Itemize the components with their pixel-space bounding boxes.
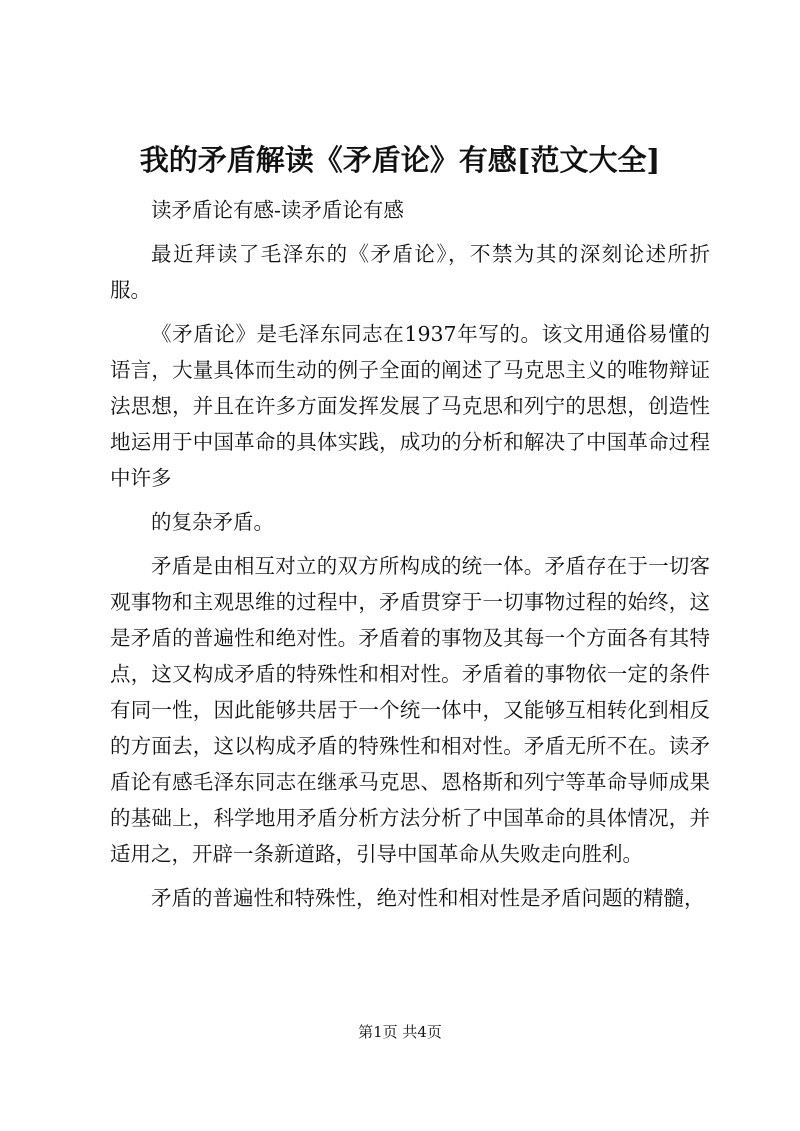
- paragraph-essence: 矛盾的普遍性和特殊性，绝对性和相对性是矛盾问题的精髓，: [151, 886, 705, 910]
- page-number: 第1页 共4页: [358, 1023, 442, 1041]
- paragraph-contradiction: 矛盾是由相互对立的双方所构成的统一体。矛盾存在于一切客观事物和主观思维的过程中，矛盾贯穿于一切事物过程的始终，这是矛盾的普遍性和绝对性。矛盾着的事物及其每一个方面各有其特点，这又构成矛盾的特殊性和相对性。矛盾着的事物依一定的条件有同一性，因此能够共居于一个统一体中，又能够互相转化到相反的方面去，这以构成矛盾的特殊性和相对性。矛盾无所不在。读矛盾论有感毛泽东同志在继承马克思、恩格斯和列宁等革命导师成果的基础上，科学地用矛盾分析方法分析了中国革命的具体情况，并适用之，开辟一条新道路，引导中国革命从失败走向胜利。: [110, 554, 710, 866]
- paragraph-continuation: 的复杂矛盾。: [151, 510, 274, 534]
- paragraph-background: 《矛盾论》是毛泽东同志在1937年写的。该文用通俗易懂的语言，大量具体而生动的例子全面的阐述了马克思主义的唯物辩证法思想，并且在许多方面发挥发展了马克思和列宁的思想，创造性地运用于中国革命的具体实践，成功的分析和解决了中国革命过程中许多: [110, 322, 710, 490]
- paragraph-subtitle: 读矛盾论有感-读矛盾论有感: [151, 198, 404, 222]
- document-body: [110, 192, 710, 924]
- document-title: 我的矛盾解读《矛盾论》有感[范文大全]: [139, 143, 661, 177]
- paragraph-intro: 最近拜读了毛泽东的《矛盾论》，不禁为其的深刻论述所折服。: [110, 242, 710, 302]
